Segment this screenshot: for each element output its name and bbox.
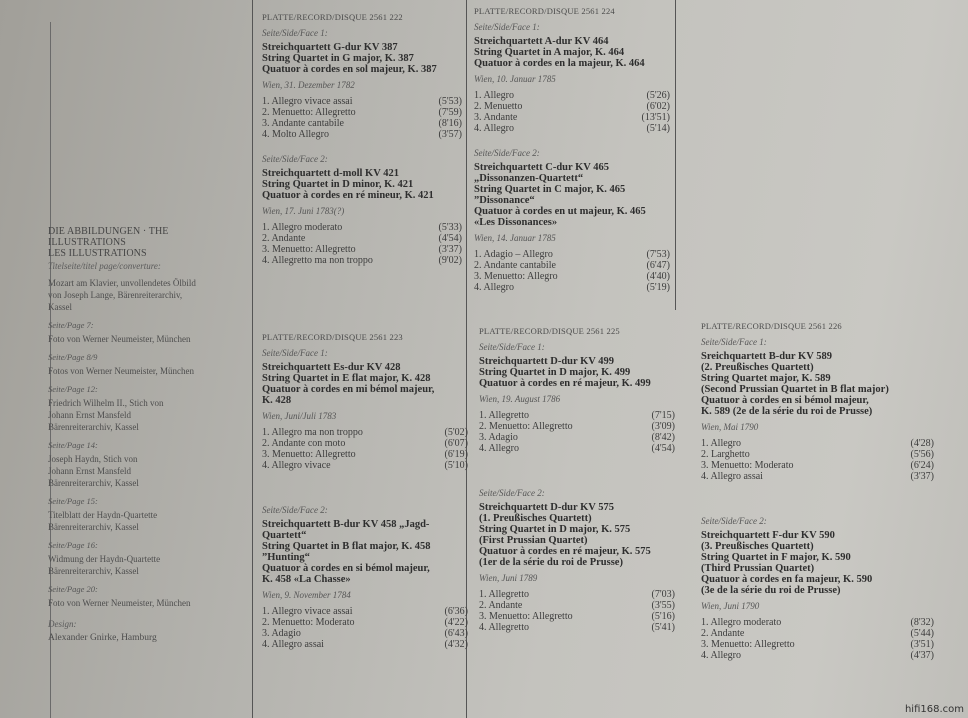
work-title-line: ”Hunting“ xyxy=(262,552,310,563)
desc-line: Bärenreiterarchiv, Kassel xyxy=(48,566,139,576)
desc-line: Fotos von Werner Neumeister, München xyxy=(48,366,194,376)
movement-name: 3. Menuetto: Allegro xyxy=(474,271,558,282)
work-title xyxy=(262,168,462,201)
title-page-label: Titelseite/titel page/converture: xyxy=(48,261,161,271)
work-title xyxy=(474,36,670,69)
work-title-line: Streichquartett F-dur KV 590 xyxy=(701,530,835,541)
movement-row xyxy=(262,222,462,233)
movement-duration: (4'37) xyxy=(910,650,934,661)
work-title-line: Sreichquartett B-dur KV 589 xyxy=(701,351,832,362)
movement-duration: (5'10) xyxy=(444,460,468,471)
work-title-line: ”Dissonance“ xyxy=(474,195,535,206)
movement-name: 2. Andante xyxy=(262,233,306,244)
movement-row xyxy=(701,639,934,650)
movement-duration: (4'54) xyxy=(651,443,675,454)
work-title-line: (1. Preußisches Quartett) xyxy=(479,513,592,524)
movement-row xyxy=(701,628,934,639)
composition-place-date: Wien, Mai 1790 xyxy=(701,422,759,432)
design-credit: Alexander Gnirke, Hamburg xyxy=(48,633,157,643)
desc-line: Bärenreiterarchiv, Kassel xyxy=(48,422,139,432)
work-title-line: String Quartet in A major, K. 464 xyxy=(474,47,625,58)
illustration-page-label: Seite/Page 12: xyxy=(48,384,98,394)
movement-row xyxy=(262,606,468,617)
movement-name: 4. Allegro xyxy=(474,123,514,134)
movement-duration: (8'32) xyxy=(910,617,934,628)
composition-place-date: Wien, Juni 1789 xyxy=(479,573,538,583)
movement-name: 1. Allegro xyxy=(474,90,514,101)
movement-name: 4. Molto Allegro xyxy=(262,129,329,140)
movement-name: 2. Andante xyxy=(701,628,745,639)
desc-line: Johann Ernst Mansfeld xyxy=(48,466,131,476)
illustration-page-label: Seite/Page 8/9 xyxy=(48,352,98,362)
movement-row xyxy=(262,438,468,449)
movement-name: 4. Allegro xyxy=(701,650,741,661)
desc-line: Friedrich Wilhelm II., Stich von xyxy=(48,398,164,408)
illustrations-heading-line: LES ILLUSTRATIONS xyxy=(48,248,147,259)
movement-row xyxy=(479,410,675,421)
movement-name: 1. Allegro vivace assai xyxy=(262,606,353,617)
column-rule-3 xyxy=(675,0,676,310)
side-block xyxy=(262,348,468,471)
desc-line: von Joseph Lange, Bärenreiterarchiv, xyxy=(48,290,183,300)
work-title-line: Quatuor à cordes en mi bémol majeur, xyxy=(262,384,435,395)
movement-duration: (5'33) xyxy=(438,222,462,233)
movement-name: 3. Menuetto: Allegretto xyxy=(262,244,356,255)
record-plate-number: PLATTE/RECORD/DISQUE 2561 225 xyxy=(479,326,620,336)
work-title-line: Streichquartett d-moll KV 421 xyxy=(262,168,399,179)
movement-name: 3. Menuetto: Moderato xyxy=(701,460,794,471)
composition-place-date: Wien, Juni 1790 xyxy=(701,601,760,611)
movement-name: 3. Adagio xyxy=(262,628,301,639)
movement-row xyxy=(479,589,675,600)
movement-row xyxy=(474,249,670,260)
movement-duration: (5'53) xyxy=(438,96,462,107)
side-block xyxy=(479,342,675,454)
movement-name: 1. Allegro moderato xyxy=(701,617,782,628)
desc-line: Kassel xyxy=(48,302,72,312)
movement-duration: (3'09) xyxy=(651,421,675,432)
movement-name: 1. Allegro xyxy=(701,438,741,449)
illustration-desc xyxy=(48,597,244,609)
movement-duration: (5'02) xyxy=(444,427,468,438)
work-title-line: Quatuor à cordes en ut majeur, K. 465 xyxy=(474,206,646,217)
work-title-line: «Les Dissonances» xyxy=(474,217,558,228)
movement-duration: (3'55) xyxy=(651,600,675,611)
movement-name: 2. Menuetto: Allegretto xyxy=(479,421,573,432)
movement-name: 2. Andante cantabile xyxy=(474,260,556,271)
movement-duration: (5'44) xyxy=(910,628,934,639)
movement-duration: (4'28) xyxy=(910,438,934,449)
work-title-line: Quatuor à cordes en la majeur, K. 464 xyxy=(474,58,645,69)
desc-line: Titelblatt der Haydn-Quartette xyxy=(48,510,158,520)
illustration-item xyxy=(48,352,244,377)
work-title-line: Quatuor à cordes en ré majeur, K. 499 xyxy=(479,378,651,389)
work-title-line: Streichquartett A-dur KV 464 xyxy=(474,36,609,47)
side-block xyxy=(701,516,934,661)
illustration-desc xyxy=(48,333,244,345)
desc-line: Johann Ernst Mansfeld xyxy=(48,410,131,420)
work-title-line: Streichquartett C-dur KV 465 xyxy=(474,162,610,173)
work-title-line: String Quartet in D major, K. 499 xyxy=(479,367,631,378)
movement-row xyxy=(479,622,675,633)
movement-name: 3. Adagio xyxy=(479,432,518,443)
desc-line: Bärenreiterarchiv, Kassel xyxy=(48,522,139,532)
illustration-page-label: Seite/Page 15: xyxy=(48,496,98,506)
side-block xyxy=(262,505,468,650)
illustrations-heading xyxy=(48,226,244,259)
work-title-line: Quatuor à cordes en ré mineur, K. 421 xyxy=(262,190,434,201)
column-rule-1 xyxy=(252,0,253,718)
side-label: Seite/Side/Face 2: xyxy=(701,516,767,526)
illustration-desc xyxy=(48,365,244,377)
movement-name: 4. Allegro assai xyxy=(701,471,763,482)
composition-place-date: Wien, 9. November 1784 xyxy=(262,590,351,600)
movement-name: 4. Allegro xyxy=(474,282,514,293)
work-title-line: (Third Prussian Quartet) xyxy=(701,563,815,574)
illustration-desc xyxy=(48,509,244,533)
movement-duration: (6'47) xyxy=(646,260,670,271)
movement-duration: (6'07) xyxy=(444,438,468,449)
movement-row xyxy=(479,443,675,454)
movement-duration: (5'19) xyxy=(646,282,670,293)
movement-name: 3. Andante cantabile xyxy=(262,118,344,129)
illustration-page-label: Seite/Page 14: xyxy=(48,440,98,450)
movement-name: 3. Menuetto: Allegretto xyxy=(701,639,795,650)
work-title-line: (1er de la série du roi de Prusse) xyxy=(479,557,623,568)
movement-name: 2. Menuetto: Moderato xyxy=(262,617,355,628)
illustrations-column xyxy=(48,226,244,643)
illustration-item xyxy=(48,496,244,533)
movement-duration: (4'22) xyxy=(444,617,468,628)
movement-row xyxy=(701,449,934,460)
movement-name: 4. Allegretto ma non troppo xyxy=(262,255,373,266)
work-title-line: (3e de la série du roi de Prusse) xyxy=(701,585,841,596)
movement-name: 4. Allegro assai xyxy=(262,639,324,650)
desc-line: Foto von Werner Neumeister, München xyxy=(48,598,191,608)
movement-duration: (3'51) xyxy=(910,639,934,650)
movement-name: 1. Allegretto xyxy=(479,589,529,600)
movement-duration: (5'56) xyxy=(910,449,934,460)
illustration-item xyxy=(48,584,244,609)
record-plate-number: PLATTE/RECORD/DISQUE 2561 222 xyxy=(262,12,403,22)
composition-place-date: Wien, Juni/Juli 1783 xyxy=(262,411,337,421)
movement-duration: (3'37) xyxy=(438,244,462,255)
record-block-224 xyxy=(474,6,670,293)
movement-row xyxy=(262,118,462,129)
side-label: Seite/Side/Face 1: xyxy=(474,22,540,32)
movement-row xyxy=(474,123,670,134)
side-label: Seite/Side/Face 1: xyxy=(479,342,545,352)
work-title-line: Quatuor à cordes en fa majeur, K. 590 xyxy=(701,574,873,585)
work-title-line: String Quartet in C major, K. 465 xyxy=(474,184,626,195)
movement-duration: (7'03) xyxy=(651,589,675,600)
illustration-item xyxy=(48,320,244,345)
desc-line: Widmung der Haydn-Quartette xyxy=(48,554,161,564)
movement-name: 2. Menuetto: Allegretto xyxy=(262,107,356,118)
movement-row xyxy=(262,129,462,140)
work-title-line: String Quartet in G major, K. 387 xyxy=(262,53,414,64)
movement-row xyxy=(474,90,670,101)
title-page-desc xyxy=(48,277,244,313)
illustration-item xyxy=(48,440,244,489)
movement-row xyxy=(262,255,462,266)
movement-name: 1. Allegro ma non troppo xyxy=(262,427,363,438)
illustration-item xyxy=(48,540,244,577)
movement-duration: (7'53) xyxy=(646,249,670,260)
record-plate-number: PLATTE/RECORD/DISQUE 2561 226 xyxy=(701,321,842,331)
movement-row xyxy=(701,438,934,449)
work-title-line: String Quartet in D minor, K. 421 xyxy=(262,179,414,190)
composition-place-date: Wien, 17. Juni 1783(?) xyxy=(262,206,345,216)
movement-row xyxy=(474,112,670,123)
movement-duration: (6'24) xyxy=(910,460,934,471)
movement-row xyxy=(474,271,670,282)
movement-duration: (8'16) xyxy=(438,118,462,129)
watermark: hifi168.com xyxy=(904,704,964,715)
side-label: Seite/Side/Face 1: xyxy=(262,28,328,38)
movement-row xyxy=(262,107,462,118)
record-block-222 xyxy=(262,12,462,266)
work-title xyxy=(262,362,468,406)
work-title-line: String Quartet in D major, K. 575 xyxy=(479,524,631,535)
work-title-line: Quartett“ xyxy=(262,530,307,541)
movement-row xyxy=(701,460,934,471)
work-title-line: (3. Preußisches Quartett) xyxy=(701,541,814,552)
movement-row xyxy=(474,260,670,271)
movement-row xyxy=(262,244,462,255)
work-title xyxy=(701,530,934,596)
movement-duration: (3'37) xyxy=(910,471,934,482)
movement-row xyxy=(701,617,934,628)
movement-row xyxy=(479,432,675,443)
movement-duration: (5'26) xyxy=(646,90,670,101)
side-block xyxy=(474,22,670,134)
illustration-desc xyxy=(48,397,244,433)
movement-duration: (7'15) xyxy=(651,410,675,421)
movement-duration: (13'51) xyxy=(641,112,670,123)
side-block xyxy=(474,148,670,293)
work-title xyxy=(479,502,675,568)
side-label: Seite/Side/Face 1: xyxy=(701,337,767,347)
side-label: Seite/Side/Face 2: xyxy=(479,488,545,498)
movement-name: 4. Allegretto xyxy=(479,622,529,633)
side-label: Seite/Side/Face 2: xyxy=(262,154,328,164)
work-title-line: (Second Prussian Quartet in B flat major) xyxy=(701,384,889,395)
illustration-list xyxy=(48,320,244,609)
work-title-line: „Dissonanzen-Quartett“ xyxy=(474,173,584,184)
work-title xyxy=(262,519,468,585)
desc-line: Mozart am Klavier, unvollendetes Ölbild xyxy=(48,278,196,288)
movement-duration: (4'32) xyxy=(444,639,468,650)
movement-duration: (3'57) xyxy=(438,129,462,140)
desc-line: Bärenreiterarchiv, Kassel xyxy=(48,478,139,488)
movement-row xyxy=(262,628,468,639)
movement-duration: (5'16) xyxy=(651,611,675,622)
movement-name: 3. Menuetto: Allegretto xyxy=(262,449,356,460)
composition-place-date: Wien, 10. Januar 1785 xyxy=(474,74,556,84)
illustration-desc xyxy=(48,553,244,577)
movement-duration: (5'14) xyxy=(646,123,670,134)
movement-row xyxy=(262,427,468,438)
work-title-line: (First Prussian Quartet) xyxy=(479,535,588,546)
work-title-line: Quatuor à cordes en ré majeur, K. 575 xyxy=(479,546,651,557)
illustration-page-label: Seite/Page 7: xyxy=(48,320,94,330)
movement-duration: (6'36) xyxy=(444,606,468,617)
illustration-page-label: Seite/Page 20: xyxy=(48,584,98,594)
movement-name: 1. Allegretto xyxy=(479,410,529,421)
movement-name: 1. Adagio – Allegro xyxy=(474,249,553,260)
movement-duration: (4'54) xyxy=(438,233,462,244)
movement-name: 3. Menuetto: Allegretto xyxy=(479,611,573,622)
record-block-223 xyxy=(262,332,468,650)
movement-name: 3. Andante xyxy=(474,112,518,123)
work-title-line: Quatuor à cordes en si bémol majeur, xyxy=(262,563,430,574)
design-label: Design: xyxy=(48,619,77,629)
movement-row xyxy=(701,471,934,482)
movement-row xyxy=(262,449,468,460)
desc-line: Joseph Haydn, Stich von xyxy=(48,454,138,464)
movement-row xyxy=(262,96,462,107)
record-block-226 xyxy=(701,321,934,661)
movement-duration: (7'59) xyxy=(438,107,462,118)
movement-row xyxy=(262,639,468,650)
movement-row xyxy=(262,617,468,628)
movement-row xyxy=(474,101,670,112)
movement-row xyxy=(701,650,934,661)
movement-duration: (5'41) xyxy=(651,622,675,633)
movement-duration: (4'40) xyxy=(646,271,670,282)
movement-name: 2. Andante con moto xyxy=(262,438,346,449)
work-title-line: String Quartet in E flat major, K. 428 xyxy=(262,373,431,384)
work-title-line: String Quartet in B flat major, K. 458 xyxy=(262,541,431,552)
side-label: Seite/Side/Face 2: xyxy=(262,505,328,515)
movement-name: 1. Allegro moderato xyxy=(262,222,343,233)
illustration-page-label: Seite/Page 16: xyxy=(48,540,98,550)
work-title-line: K. 428 xyxy=(262,395,292,406)
movement-name: 2. Menuetto xyxy=(474,101,523,112)
movement-name: 2. Andante xyxy=(479,600,523,611)
movement-row xyxy=(474,282,670,293)
movement-name: 1. Allegro vivace assai xyxy=(262,96,353,107)
composition-place-date: Wien, 31. Dezember 1782 xyxy=(262,80,355,90)
illustration-item xyxy=(48,384,244,433)
side-block xyxy=(701,337,934,482)
work-title-line: (2. Preußisches Quartett) xyxy=(701,362,814,373)
side-label: Seite/Side/Face 1: xyxy=(262,348,328,358)
record-plate-number: PLATTE/RECORD/DISQUE 2561 224 xyxy=(474,6,615,16)
side-block xyxy=(262,154,462,266)
work-title xyxy=(701,351,934,417)
work-title xyxy=(262,42,462,75)
movement-row xyxy=(479,611,675,622)
work-title xyxy=(479,356,675,389)
movement-duration: (8'42) xyxy=(651,432,675,443)
movement-duration: (6'02) xyxy=(646,101,670,112)
movement-duration: (9'02) xyxy=(438,255,462,266)
movement-row xyxy=(479,421,675,432)
work-title-line: String Quartet in F major, K. 590 xyxy=(701,552,851,563)
composition-place-date: Wien, 14. Januar 1785 xyxy=(474,233,556,243)
movement-name: 4. Allegro vivace xyxy=(262,460,331,471)
movement-duration: (6'43) xyxy=(444,628,468,639)
movement-row xyxy=(479,600,675,611)
work-title-line: Streichquartett G-dur KV 387 xyxy=(262,42,398,53)
record-block-225 xyxy=(479,326,675,633)
work-title-line: K. 458 «La Chasse» xyxy=(262,574,351,585)
work-title-line: Streichquartett Es-dur KV 428 xyxy=(262,362,401,373)
work-title-line: String Quartet major, K. 589 xyxy=(701,373,831,384)
movement-row xyxy=(262,233,462,244)
work-title-line: Quatuor à cordes en sol majeur, K. 387 xyxy=(262,64,437,75)
side-block xyxy=(262,28,462,140)
illustration-desc xyxy=(48,453,244,489)
movement-name: 2. Larghetto xyxy=(701,449,750,460)
movement-duration: (6'19) xyxy=(444,449,468,460)
work-title-line: Streichquartett D-dur KV 575 xyxy=(479,502,615,513)
composition-place-date: Wien, 19. August 1786 xyxy=(479,394,561,404)
illustrations-heading-line: DIE ABBILDUNGEN · THE ILLUSTRATIONS xyxy=(48,226,169,248)
desc-line: Foto von Werner Neumeister, München xyxy=(48,334,191,344)
movement-row xyxy=(262,460,468,471)
work-title xyxy=(474,162,670,228)
side-label: Seite/Side/Face 2: xyxy=(474,148,540,158)
movement-name: 4. Allegro xyxy=(479,443,519,454)
work-title-line: Quatuor à cordes en si bémol majeur, xyxy=(701,395,869,406)
work-title-line: Streichquartett D-dur KV 499 xyxy=(479,356,615,367)
side-block xyxy=(479,488,675,633)
work-title-line: K. 589 (2e de la série du roi de Prusse) xyxy=(701,406,873,417)
work-title-line: Streichquartett B-dur KV 458 „Jagd- xyxy=(262,519,430,530)
record-plate-number: PLATTE/RECORD/DISQUE 2561 223 xyxy=(262,332,403,342)
